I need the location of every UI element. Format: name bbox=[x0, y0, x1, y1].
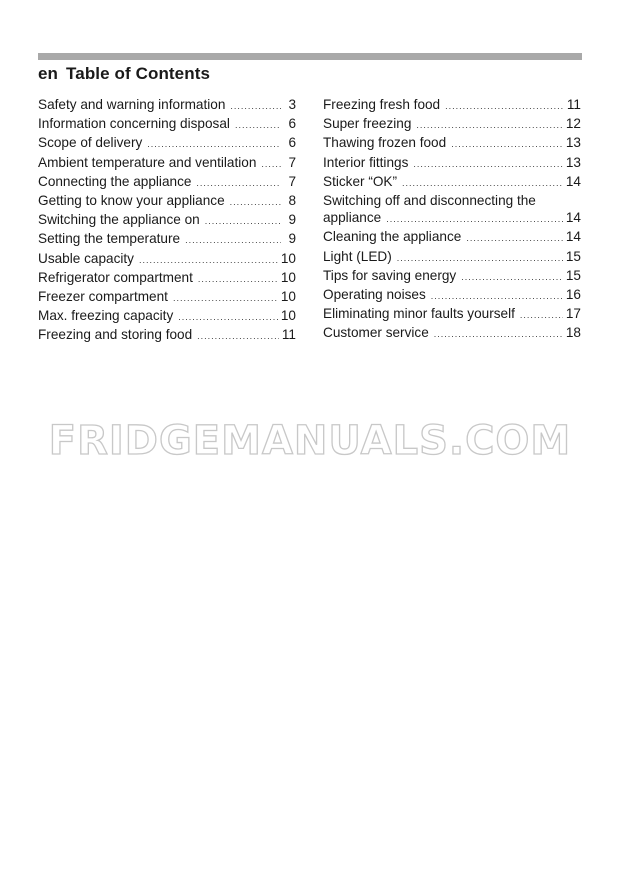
toc-entry-page: 10 bbox=[280, 250, 296, 266]
toc-entry-page: 13 bbox=[565, 135, 581, 151]
toc-entry[interactable] bbox=[38, 250, 296, 269]
toc-entry-title: Light (LED) bbox=[323, 248, 392, 264]
dot-leader bbox=[185, 232, 281, 249]
dot-leader bbox=[178, 309, 278, 326]
dot-leader bbox=[230, 98, 281, 115]
toc-entry-title: Switching off and disconnecting the bbox=[323, 193, 536, 209]
toc-entry-page: 6 bbox=[288, 135, 296, 151]
toc-column-right bbox=[323, 96, 581, 344]
dot-leader bbox=[416, 117, 562, 134]
dot-leader bbox=[235, 117, 281, 134]
toc-entry[interactable] bbox=[323, 248, 581, 267]
toc-entry-title: Sticker “OK” bbox=[323, 173, 398, 189]
toc-entry-page: 14 bbox=[565, 173, 581, 189]
dot-leader bbox=[451, 136, 563, 153]
toc-entry-page: 10 bbox=[280, 269, 296, 285]
toc-entry-title: Operating noises bbox=[323, 287, 426, 303]
toc-entry-page: 8 bbox=[288, 193, 296, 209]
toc-entry-title: Switching the appliance on bbox=[38, 212, 200, 228]
toc-entry-page: 15 bbox=[565, 267, 581, 283]
toc-entry-title-cont: appliance bbox=[323, 210, 382, 226]
dot-leader bbox=[196, 175, 281, 192]
toc-entry[interactable] bbox=[323, 134, 581, 153]
dot-leader bbox=[445, 98, 564, 115]
toc-entry-page: 11 bbox=[281, 327, 296, 343]
toc-entry-title: Refrigerator compartment bbox=[38, 269, 193, 285]
toc-entry-title: Information concerning disposal bbox=[38, 116, 230, 132]
toc-entry[interactable] bbox=[38, 230, 296, 249]
toc-entry[interactable] bbox=[38, 307, 296, 326]
toc-entry-title: Cleaning the appliance bbox=[323, 229, 462, 245]
page-title-text: Table of Contents bbox=[66, 64, 211, 83]
header-rule bbox=[38, 53, 582, 60]
dot-leader bbox=[520, 307, 563, 324]
toc-entry[interactable] bbox=[38, 326, 296, 345]
toc-entry-title: Customer service bbox=[323, 325, 429, 341]
language-code: en bbox=[38, 64, 59, 83]
dot-leader bbox=[386, 211, 563, 228]
toc-entry[interactable] bbox=[38, 269, 296, 288]
toc-entry[interactable] bbox=[323, 324, 581, 343]
toc-entry[interactable] bbox=[38, 115, 296, 134]
toc-entry[interactable] bbox=[323, 305, 581, 324]
toc-entry-title: Freezing and storing food bbox=[38, 327, 193, 343]
toc-entry[interactable] bbox=[323, 96, 581, 115]
toc-entry[interactable] bbox=[323, 286, 581, 305]
toc-entry-title: Scope of delivery bbox=[38, 135, 143, 151]
dot-leader bbox=[261, 156, 281, 173]
toc-entry-page: 14 bbox=[565, 210, 581, 226]
toc-entry-title: Setting the temperature bbox=[38, 231, 181, 247]
toc-entry[interactable] bbox=[38, 154, 296, 173]
toc-entry-page: 13 bbox=[565, 154, 581, 170]
toc-entry-page: 7 bbox=[288, 154, 296, 170]
dot-leader bbox=[397, 250, 563, 267]
toc-entry-page: 14 bbox=[565, 229, 581, 245]
toc-entry-page: 10 bbox=[280, 289, 296, 305]
toc-entry-title: Max. freezing capacity bbox=[38, 308, 174, 324]
toc-entry-page: 6 bbox=[288, 116, 296, 132]
dot-leader bbox=[173, 290, 278, 307]
watermark: FRIDGEMANUALS.COM bbox=[48, 418, 572, 464]
dot-leader bbox=[461, 269, 563, 286]
toc-entry-page: 7 bbox=[288, 173, 296, 189]
toc-entry-title: Usable capacity bbox=[38, 250, 134, 266]
toc-entry-title: Safety and warning information bbox=[38, 97, 226, 112]
dot-leader bbox=[205, 213, 281, 230]
toc-entry-title: Eliminating minor faults yourself bbox=[323, 306, 515, 322]
toc-entry-page: 17 bbox=[565, 306, 581, 322]
toc-entry[interactable] bbox=[323, 173, 581, 192]
toc-entry-title: Interior fittings bbox=[323, 154, 409, 170]
toc-entry-title: Super freezing bbox=[323, 116, 412, 132]
toc-entry[interactable] bbox=[323, 192, 581, 228]
toc-entry[interactable] bbox=[38, 96, 296, 115]
toc-entry-title: Tips for saving energy bbox=[323, 267, 457, 283]
toc-entry[interactable] bbox=[38, 173, 296, 192]
dot-leader bbox=[431, 288, 563, 305]
toc-entry[interactable] bbox=[323, 267, 581, 286]
toc-entry[interactable] bbox=[323, 154, 581, 173]
dot-leader bbox=[147, 136, 281, 153]
toc-entry-title: Freezing fresh food bbox=[323, 97, 441, 112]
toc-entry-page: 9 bbox=[288, 231, 296, 247]
toc-entry-page: 3 bbox=[288, 97, 296, 112]
toc-entry[interactable] bbox=[323, 115, 581, 134]
toc-entry-title: Connecting the appliance bbox=[38, 173, 192, 189]
toc-entry-page: 18 bbox=[565, 325, 581, 341]
toc-column-left bbox=[38, 96, 296, 346]
toc-entry[interactable] bbox=[323, 228, 581, 247]
toc-entry-title: Ambient temperature and ventilation bbox=[38, 154, 257, 170]
toc-entry-title: Thawing frozen food bbox=[323, 135, 447, 151]
toc-entry-page: 12 bbox=[565, 116, 581, 132]
dot-leader bbox=[197, 328, 279, 345]
toc-entry-page: 11 bbox=[566, 97, 581, 112]
dot-leader bbox=[413, 156, 563, 173]
toc-entry-title: Getting to know your appliance bbox=[38, 193, 225, 209]
toc-entry-page: 10 bbox=[280, 308, 296, 324]
dot-leader bbox=[139, 252, 278, 269]
toc-entry[interactable] bbox=[38, 211, 296, 230]
toc-entry[interactable] bbox=[38, 192, 296, 211]
toc-entry[interactable] bbox=[38, 134, 296, 153]
toc-entry[interactable] bbox=[38, 288, 296, 307]
toc-entry-page: 16 bbox=[565, 287, 581, 303]
toc-entry-page: 9 bbox=[288, 212, 296, 228]
dot-leader bbox=[402, 175, 563, 192]
dot-leader bbox=[466, 230, 563, 247]
dot-leader bbox=[434, 326, 563, 343]
toc-entry-title: Freezer compartment bbox=[38, 289, 168, 305]
toc-entry-page: 15 bbox=[565, 248, 581, 264]
dot-leader bbox=[230, 194, 281, 211]
dot-leader bbox=[198, 271, 278, 288]
page-title bbox=[38, 64, 210, 84]
